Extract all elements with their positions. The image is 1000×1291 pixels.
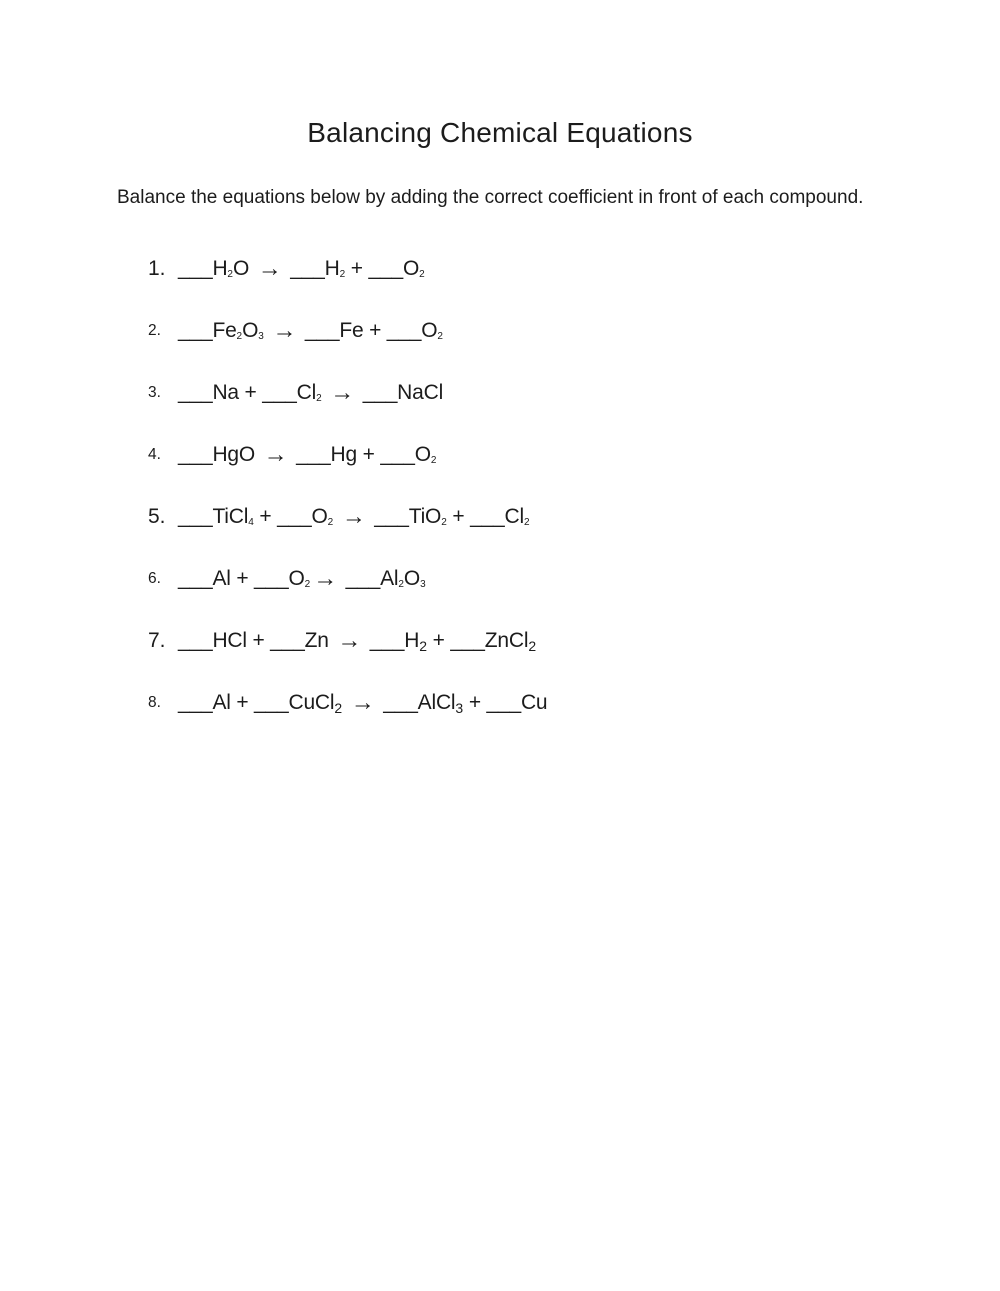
- formula-text: + ___O: [253, 504, 328, 528]
- subscript: 2: [437, 330, 443, 342]
- formula-text: ___HCl + ___Zn: [178, 628, 335, 652]
- equation-list: [148, 238, 1000, 734]
- formula-text: ___AlCl: [377, 690, 456, 714]
- formula-text: O: [403, 566, 421, 590]
- formula-text: ___TiO: [368, 504, 442, 528]
- formula-text: + ___Cl: [446, 504, 524, 528]
- subscript: 4: [248, 516, 254, 528]
- formula-text: [264, 319, 270, 342]
- formula-text: ___Fe: [178, 318, 237, 342]
- equation-row-5: [148, 486, 1000, 548]
- equation-expression: [178, 565, 426, 593]
- equation-number: 6.: [148, 569, 161, 587]
- equation-expression: [178, 627, 536, 655]
- formula-text: [342, 691, 348, 714]
- equation-number: 1.: [148, 256, 166, 280]
- equation-expression: [178, 503, 530, 531]
- formula-text: ___NaCl: [357, 380, 444, 404]
- equation-row-6: [148, 548, 1000, 610]
- arrow-icon: →: [350, 688, 375, 716]
- subscript: 2: [441, 516, 447, 528]
- equation-expression: [178, 689, 547, 717]
- equation-expression: [178, 317, 443, 345]
- instructions-text: Balance the equations below by adding the correct coefficient in front of each compound.: [117, 187, 864, 208]
- formula-text: O: [232, 256, 255, 280]
- subscript: 2: [316, 392, 322, 404]
- formula-text: O: [242, 318, 259, 342]
- subscript: 3: [258, 330, 264, 342]
- formula-text: [333, 505, 339, 528]
- arrow-icon: →: [313, 564, 337, 592]
- equation-number: 3.: [148, 383, 161, 401]
- formula-text: ___Al + ___O: [178, 566, 305, 590]
- equation-row-4: [148, 424, 1000, 486]
- arrow-icon: →: [337, 626, 362, 654]
- formula-text: ___Hg + ___O: [290, 442, 431, 466]
- equation-row-2: [148, 300, 1000, 362]
- equation-row-1: [148, 238, 1000, 300]
- formula-text: + ___O: [345, 256, 420, 280]
- formula-text: ___Al + ___CuCl: [178, 690, 335, 714]
- subscript: 2: [339, 268, 346, 280]
- equation-row-7: [148, 610, 1000, 672]
- equation-number: 5.: [148, 504, 166, 528]
- arrow-icon: →: [341, 502, 366, 530]
- formula-text: ___HgO: [178, 442, 261, 466]
- formula-text: ___Al: [340, 566, 399, 590]
- subscript: 2: [523, 516, 530, 528]
- subscript: 2: [398, 578, 404, 590]
- arrow-icon: →: [257, 254, 282, 282]
- equation-number: 7.: [148, 628, 166, 652]
- formula-text: [322, 381, 328, 404]
- formula-text: ___H: [284, 256, 340, 280]
- subscript: 2: [419, 268, 425, 280]
- arrow-icon: →: [272, 316, 297, 344]
- page-title: Balancing Chemical Equations: [307, 117, 693, 148]
- subscript: 2: [334, 699, 343, 716]
- subscript: 2: [419, 637, 428, 654]
- equation-row-8: [148, 672, 1000, 734]
- subscript: 3: [455, 699, 464, 716]
- formula-text: + ___ZnCl: [427, 628, 529, 652]
- formula-text: + ___Cu: [463, 690, 548, 714]
- subscript: 2: [327, 516, 334, 528]
- subscript: 2: [430, 454, 437, 466]
- arrow-icon: →: [263, 440, 288, 468]
- subscript: 2: [304, 578, 311, 590]
- subscript: 2: [227, 268, 233, 280]
- subscript: 2: [236, 330, 243, 342]
- subscript: 2: [528, 637, 537, 654]
- equation-number: 8.: [148, 693, 161, 711]
- formula-text: ___H: [178, 256, 228, 280]
- equation-expression: [178, 379, 443, 407]
- equation-number: 2.: [148, 321, 161, 339]
- formula-text: ___TiCl: [178, 504, 249, 528]
- equation-row-3: [148, 362, 1000, 424]
- equation-number: 4.: [148, 445, 161, 463]
- formula-text: ___Fe + ___O: [299, 318, 438, 342]
- equation-expression: [178, 441, 436, 469]
- equation-expression: [178, 255, 425, 283]
- arrow-icon: →: [330, 378, 355, 406]
- formula-text: ___H: [364, 628, 420, 652]
- subscript: 3: [420, 578, 426, 590]
- formula-text: ___Na + ___Cl: [178, 380, 317, 404]
